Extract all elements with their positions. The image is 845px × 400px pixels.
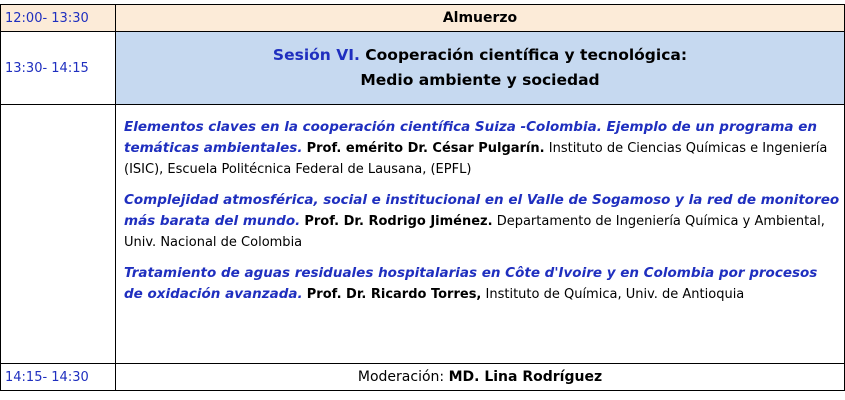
talk-speaker: Prof. emérito Dr. César Pulgarín. bbox=[306, 141, 545, 156]
talk-affiliation: Instituto de Ciencias Químicas e Ingeniería (ISIC), Escuela Politécnica Federal de Lausana, (EPFL) bbox=[124, 141, 828, 177]
talk-title: Complejidad atmosférica, social e institucional en el Valle de Sogamoso y la red de monitoreo más barata del mundo. bbox=[124, 192, 840, 229]
talks-cell bbox=[116, 105, 845, 364]
talk-item bbox=[124, 117, 840, 180]
moderation-label: Moderación: bbox=[357, 369, 445, 385]
lunch-label: Almuerzo bbox=[116, 5, 845, 32]
agenda-row-session bbox=[1, 32, 845, 105]
talk-affiliation: Departamento de Ingeniería Química y Ambiental, Univ. Nacional de Colombia bbox=[124, 214, 825, 250]
talk-title: Tratamiento de aguas residuales hospitalarias en Côte d'Ivoire y en Colombia por procesos de oxidación avanzada. bbox=[124, 265, 818, 302]
time-cell: 14:15- 14:30 bbox=[1, 364, 116, 391]
talk-speaker: Prof. Dr. Ricardo Torres, bbox=[306, 287, 482, 302]
moderation-cell bbox=[116, 364, 845, 391]
talk-affiliation: Instituto de Química, Univ. de Antioquia bbox=[485, 287, 745, 302]
talk-item bbox=[124, 263, 840, 305]
session-title: Cooperación científica y tecnológica: bbox=[365, 46, 688, 64]
agenda-row-lunch bbox=[1, 5, 845, 32]
session-title-cell bbox=[116, 32, 845, 105]
time-cell-empty bbox=[1, 105, 116, 364]
session-title-line1 bbox=[116, 43, 844, 68]
moderator-name: MD. Lina Rodríguez bbox=[448, 369, 603, 385]
talk-item bbox=[124, 190, 840, 253]
time-cell: 13:30- 14:15 bbox=[1, 32, 116, 105]
session-subtitle: Medio ambiente y sociedad bbox=[360, 71, 600, 89]
agenda-row-talks bbox=[1, 105, 845, 364]
agenda-table bbox=[0, 4, 845, 391]
agenda-row-moderation bbox=[1, 364, 845, 391]
talk-title: Elementos claves en la cooperación científica Suiza -Colombia. Ejemplo de un programa en temáticas ambientales. bbox=[124, 119, 817, 156]
session-prefix: Sesión VI. bbox=[272, 46, 360, 64]
talk-speaker: Prof. Dr. Rodrigo Jiménez. bbox=[304, 214, 493, 229]
time-cell: 12:00- 13:30 bbox=[1, 5, 116, 32]
